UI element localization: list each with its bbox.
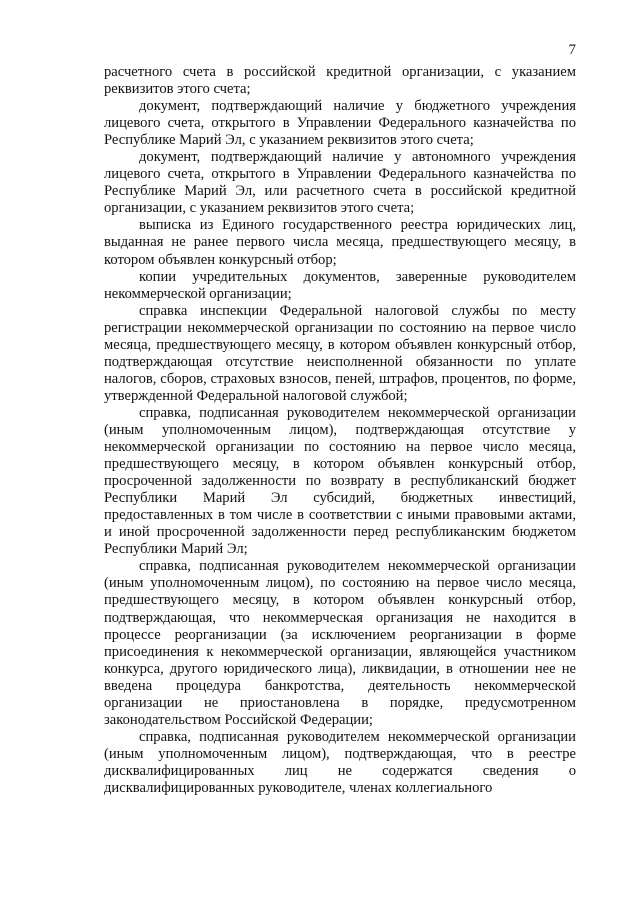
paragraph: документ, подтверждающий наличие у автономного учреждения лицевого счета, открытого в Управлении Федерального казначейства по Республике Марий Эл, или расчетного счета в российской кредитной организации, с указанием реквизитов этого счета;: [104, 149, 576, 217]
body-text: [104, 64, 576, 797]
paragraph: справка, подписанная руководителем некоммерческой организации (иным уполномоченным лицом), подтверждающая отсутствие у некоммерческой организации по состоянию на первое число месяца, предшествующего месяцу, в котором объявлен конкурсный отбор, просроченной задолженности по возврату в республиканский бюджет Республики Марий Эл субсидий, бюджетных инвестиций, предоставленных в том числе в соответствии с иными правовыми актами, и иной просроченной задолженности перед республиканским бюджетом Республики Марий Эл;: [104, 404, 576, 558]
paragraph: справка, подписанная руководителем некоммерческой организации (иным уполномоченным лицом), по состоянию на первое число месяца, предшествующего месяцу, в котором объявлен конкурсный отбор, подтверждающая, что некоммерческая организация не находится в процессе реорганизации (за исключением реорганизации в форме присоединения к некоммерческой организации, являющейся участником конкурса, другого юридического лица), ликвидации, в отношении нее не введена процедура банкротства, деятельность некоммерческой организации не приостановлена в порядке, предусмотренном законодательством Российской Федерации;: [104, 558, 576, 728]
paragraph: справка инспекции Федеральной налоговой службы по месту регистрации некоммерческой организации по состоянию на первое число месяца, предшествующего месяцу, в котором объявлен конкурсный отбор, подтверждающая отсутствие неисполненной обязанности по уплате налогов, сборов, страховых взносов, пеней, штрафов, процентов, по форме, утвержденной Федеральной налоговой службой;: [104, 302, 576, 404]
paragraph: справка, подписанная руководителем некоммерческой организации (иным уполномоченным лицом), подтверждающая, что в реестре дисквалифицированных лиц не содержатся сведения о дисквалифицированных руководителе, членах коллегиального: [104, 728, 576, 796]
paragraph: копии учредительных документов, заверенные руководителем некоммерческой организации;: [104, 268, 576, 302]
paragraph: расчетного счета в российской кредитной организации, с указанием реквизитов этого счета;: [104, 64, 576, 98]
paragraph: документ, подтверждающий наличие у бюджетного учреждения лицевого счета, открытого в Управлении Федерального казначейства по Республике Марий Эл, с указанием реквизитов этого счета;: [104, 98, 576, 149]
paragraph: выписка из Единого государственного реестра юридических лиц, выданная не ранее первого числа месяца, предшествующего месяцу, в котором объявлен конкурсный отбор;: [104, 217, 576, 268]
page-number: 7: [568, 42, 576, 58]
